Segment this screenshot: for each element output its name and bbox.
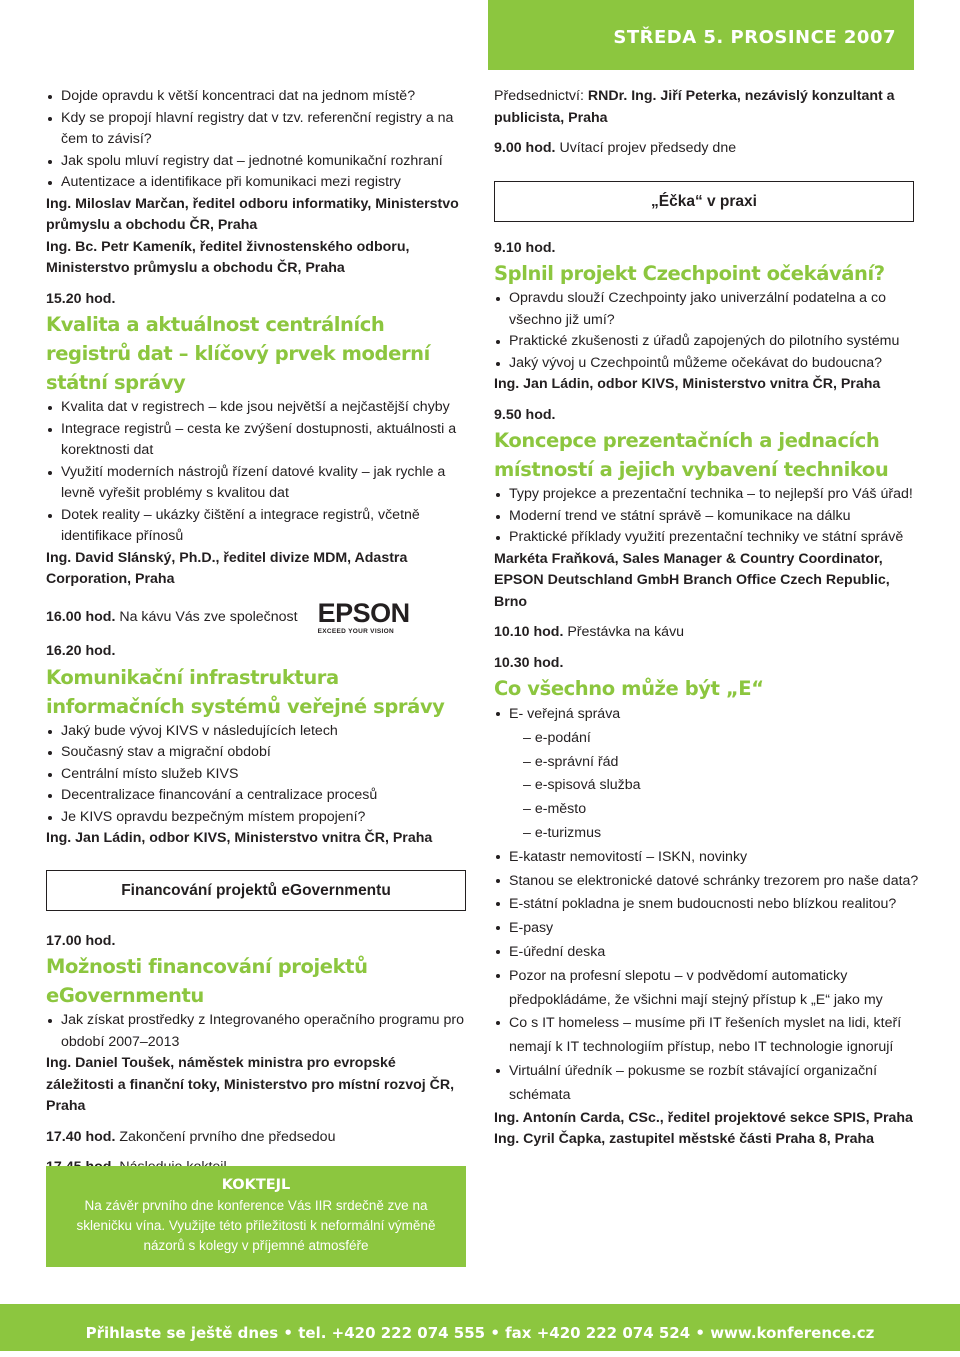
session-title: Co všechno může být „E“ <box>494 677 764 700</box>
list-item: E-pasy <box>494 917 922 941</box>
session-bullet-list <box>46 721 466 829</box>
chair-name: RNDr. Ing. Jiří Peterka, nezávislý konzultant a publicista, Praha <box>494 88 895 126</box>
list-item: Pozor na profesní slepotu – v podvědomí automaticky předpokládáme, že všichni mají stejný přístup k „E“ jako my <box>494 965 922 1013</box>
session-time: 17.00 hod. <box>46 932 116 949</box>
list-item: Dotek reality – ukázky čištění a integrace registrů, včetně identifikace přínosů <box>46 505 466 548</box>
session-time: 16.00 hod. <box>46 608 116 625</box>
session-bullet-list <box>494 703 922 1108</box>
list-item: Využití moderních nástrojů řízení datové kvality – jak rychle a levně vyřešit problémy s kvalitou dat <box>46 462 466 505</box>
chair-label: Předsednictví: <box>494 88 584 104</box>
list-item: Stanou se elektronické datové schránky trezorem pro naše data? <box>494 870 922 894</box>
session-note: Přestávka na kávu <box>567 624 685 640</box>
date-label: STŘEDA 5. PROSINCE 2007 <box>613 26 896 48</box>
session-bullet-list <box>494 288 922 374</box>
list-item: E-úřední deska <box>494 941 922 965</box>
section-heading: Financování projektů eGovernmentu <box>121 881 391 899</box>
cocktail-text: Na závěr prvního dne konference Vás IIR srdečně zve na skleničku vína. Využijte této příležitosti k neformální výměně názorů s kolegy v příjemné atmosféře <box>76 1198 436 1253</box>
session-time: 15.20 hod. <box>46 290 116 307</box>
left-column <box>46 86 466 1179</box>
list-item: Kvalita dat v registrech – kde jsou největší a nejčastější chyby <box>46 397 466 419</box>
session-time: 16.20 hod. <box>46 643 116 659</box>
list-item: E- veřejná správa <box>494 703 922 727</box>
session-bullet-list <box>46 1010 466 1053</box>
session-time: 10.10 hod. <box>494 624 564 640</box>
list-item: Moderní trend ve státní správě – komunikace na dálku <box>494 506 922 528</box>
sub-list-item: – e-spisová služba <box>523 777 641 794</box>
sub-list-item: – e-podání <box>523 729 591 746</box>
speaker: Ing. Bc. Petr Kameník, ředitel živnostenského odboru, Ministerstvo průmyslu a obchodu ČR, Praha <box>46 238 410 276</box>
session-time: 10.30 hod. <box>494 654 564 671</box>
session-title: Koncepce prezentačních a jednacích místností a jejich vybavení technikou <box>494 429 889 481</box>
session-bullet-list <box>46 397 466 548</box>
session-time: 9.00 hod. <box>494 140 556 156</box>
list-item: Je KIVS opravdu bezpečným místem propojení? <box>46 807 466 829</box>
list-item: Autentizace a identifikace při komunikaci mezi registry <box>46 172 466 194</box>
session-title: Splnil projekt Czechpoint očekávání? <box>494 262 885 285</box>
list-item: Decentralizace financování a centralizace procesů <box>46 785 466 807</box>
list-item: Dojde opravdu k větší koncentraci dat na jednom místě? <box>46 86 466 108</box>
session-title: Možnosti financování projektů eGovernmentu <box>46 955 368 1007</box>
sub-list-item: – e-turizmus <box>523 824 602 841</box>
list-item: Centrální místo služeb KIVS <box>46 764 466 786</box>
session-title: Komunikační infrastruktura informačních systémů veřejné správy <box>46 665 445 718</box>
list-item: Jak spolu mluví registry dat – jednotné komunikační rozhraní <box>46 151 466 173</box>
speaker: Ing. Antonín Carda, CSc., ředitel projektové sekce SPIS, Praha <box>494 1109 913 1126</box>
coffee-break-row <box>46 597 466 636</box>
list-item: Kdy se propojí hlavní registry dat v tzv. referenční registry a na čem to závisí? <box>46 108 466 151</box>
list-item: Virtuální úředník – pokusme se rozbít stávající organizační schémata <box>494 1060 922 1108</box>
footer-contact-bar <box>0 1304 960 1351</box>
right-column <box>494 86 922 1151</box>
list-item: Současný stav a migrační období <box>46 742 466 764</box>
epson-logo-word: EPSON <box>317 597 410 628</box>
section-heading: „Éčka“ v praxi <box>651 192 757 210</box>
speaker: Ing. Jan Ládin, odbor KIVS, Ministerstvo vnitra ČR, Praha <box>46 830 433 846</box>
list-item: Praktické příklady využití prezentační techniky ve státní správě <box>494 527 922 549</box>
list-item: Typy projekce a prezentační technika – to nejlepší pro Váš úřad! <box>494 484 922 506</box>
list-item: E-katastr nemovitostí – ISKN, novinky <box>494 846 922 870</box>
section-heading-box <box>46 870 466 911</box>
epson-logo-tagline: EXCEED YOUR VISION <box>317 627 395 635</box>
sub-list-item: – e-město <box>523 801 587 818</box>
sub-list-item: – e-správní řád <box>523 753 619 770</box>
list-item: Jaký vývoj u Czechpointů můžeme očekávat do budoucna? <box>494 353 922 375</box>
speaker: Ing. David Slánský, Ph.D., ředitel divize MDM, Adastra Corporation, Praha <box>46 549 408 587</box>
speaker: Markéta Fraňková, Sales Manager & Country Coordinator, EPSON Deutschland GmbH Branch Office Czech Republic, Brno <box>494 550 890 610</box>
list-item: Praktické zkušenosti z úřadů zapojených do pilotního systému <box>494 331 922 353</box>
speaker: Ing. Miloslav Marčan, ředitel odboru informatiky, Ministerstvo průmyslu a obchodu ČR, Praha <box>46 195 459 233</box>
list-item: Integrace registrů – cesta ke zvýšení dostupnosti, aktuálnosti a korektnosti dat <box>46 419 466 462</box>
cocktail-title: KOKTEJL <box>221 1177 291 1193</box>
speaker: Ing. Jan Ládin, odbor KIVS, Ministerstvo vnitra ČR, Praha <box>494 376 881 392</box>
date-banner <box>488 0 914 70</box>
cocktail-box <box>46 1166 466 1267</box>
list-item: Opravdu slouží Czechpointy jako univerzální podatelna a co všechno již umí? <box>494 288 922 331</box>
session-time: 9.10 hod. <box>494 239 556 256</box>
list-item: E-státní pokladna je snem budoucnosti nebo blízkou realitou? <box>494 893 922 917</box>
session-title: Kvalita a aktuálnost centrálních registrů dat – klíčový prvek moderní státní správy <box>46 313 430 394</box>
list-item: Jak získat prostředky z Integrovaného operačního programu pro období 2007–2013 <box>46 1010 466 1053</box>
session-note: Uvítací projev předsedy dne <box>559 140 737 156</box>
footer-contact-text[interactable]: Přihlaste se ještě dnes • tel. +420 222 074 555 • fax +420 222 074 524 • www.konference.cz <box>85 1324 875 1342</box>
chair-info <box>494 86 922 129</box>
speaker: Ing. Cyril Čapka, zastupitel městské části Praha 8, Praha <box>494 1131 875 1148</box>
session-time: 17.40 hod. <box>46 1128 116 1145</box>
session-note: Zakončení prvního dne předsedou <box>119 1128 336 1145</box>
list-item: Co s IT homeless – musíme při IT řešeních myslet na lidi, kteří nemají k IT technologiím přístup, nebo IT technologie ignorují <box>494 1012 922 1060</box>
coffee-break-text: Na kávu Vás zve společnost <box>119 608 298 625</box>
epson-logo <box>317 597 410 636</box>
list-item: Jaký bude vývoj KIVS v následujících letech <box>46 721 466 743</box>
speaker: Ing. Daniel Toušek, náměstek ministra pro evropské záležitosti a finanční toky, Ministerstvo pro místní rozvoj ČR, Praha <box>46 1055 455 1114</box>
intro-bullet-list <box>46 86 466 194</box>
session-time: 9.50 hod. <box>494 406 556 423</box>
section-heading-box <box>494 181 914 222</box>
session-bullet-list <box>494 484 922 549</box>
